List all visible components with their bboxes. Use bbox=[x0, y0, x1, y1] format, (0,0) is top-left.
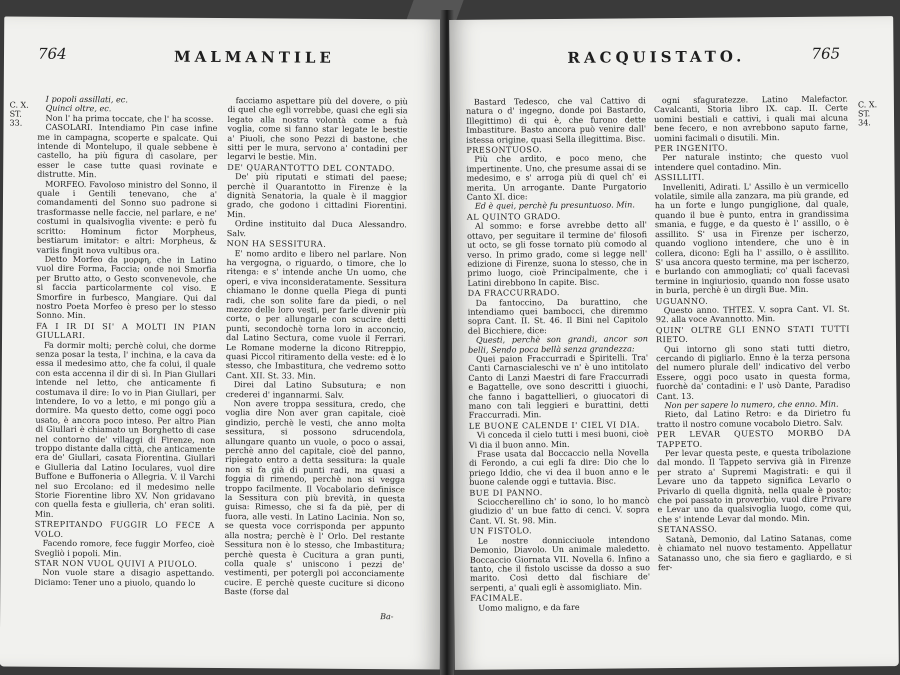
left-catchword: Ba- bbox=[380, 612, 394, 622]
entry-heading: PER LEVAR QUESTO MORBO DA TAPPETO. bbox=[656, 427, 851, 449]
text-paragraph: Per naturale instinto; che questo vuol intendere quel contadino. Min. bbox=[654, 150, 849, 173]
text-paragraph: Detto Morfeo da μορφη, che in Latino vuol dire Forma, Faccia; onde noi Smorfia per Brutto atto, o Gesto sconvenevole, che si faccia particolarmente col viso. E Smorfire in furbesco, Mangiare. Qui dal nostro Poeta Morfeo è preso per lo stesso Sonno. Min. bbox=[36, 253, 217, 321]
entry-heading: FACIMALE. bbox=[470, 592, 523, 603]
entry-heading: ASSILLITI. bbox=[654, 171, 705, 183]
text-paragraph: Non l' ha prima toccate, che l' ha scosse. bbox=[45, 112, 214, 124]
text-paragraph: Quinci oltre, ec. bbox=[45, 103, 112, 114]
text-paragraph: Invelleniti, Adirati. L' Assillo è un vermicello volatile, simile alla zanzara, ma più grande, ed ha un forte e lungo pungiglione, dal quale, quando il bue è punto, entra in grandissima smania, e fugge, e da questo è l' assillo, o è assillito. S' usa in Firenze per ischerzo, quando vogliono intendere, che uno è in collera, dicono: Egli ha l' assillo, o è assillito. S' usa ancora questo termine, ma per ischerzo, e burlando con ammogliati; co' quali facevasi termine in ingiuriosio, quando non fosse usato in burla, perchè è un dirgli Bue. Min. bbox=[654, 180, 850, 296]
entry-heading: QUIN' OLTRE GLI ENNO STATI TUTTI RIETO. bbox=[655, 323, 850, 345]
right-page bbox=[449, 16, 899, 670]
entry-heading: UGUANNO. bbox=[655, 295, 709, 306]
text-paragraph: Le nostre donnicciuole intendono Demonio, Diavolo. Un animale maledetto. Boccaccio Giornata VII. Novella 6. Infino a tanto, che il fistolo uscisse da dosso a suo marito. Così detto dal fischiare de' serpenti, a' quali egli è assomigliato. Min. bbox=[469, 533, 651, 593]
text-paragraph: facciamo aspettare più del dovere, o più di quel che egli vorrebbe, quasi che egli sia legato alla nostra volontà come a fuà voglia, come si fanno star legate le bestie a' Piuoli, che sono Pezzi di bastone, che sitti per le mura, servono a' contadini per legarvi le bestie. Min. bbox=[227, 95, 408, 163]
text-paragraph: Facendo romore, fece fuggir Morfeo, cioè Svegliò i popoli. Min. bbox=[34, 537, 215, 558]
text-paragraph: Non vuole stare a disagio aspettando. Diciamo: Tener uno a piuolo, quando lo bbox=[34, 567, 215, 588]
left-running-head: MALMANTILE bbox=[173, 47, 335, 67]
entry-heading: PRESONTUOSO. bbox=[466, 144, 543, 155]
text-paragraph: Ordine instituito dal Duca Alessandro. Salv. bbox=[226, 218, 407, 238]
entry-heading: STAR NON VUOL QUIVI A PIUOLO. bbox=[34, 557, 198, 569]
text-paragraph: Frase usata dal Boccaccio nella Novella di Ferondo, a cui egli fa dire: Dio che lo priego Iddio, che vi dea il buon anno e le buone calende oggi e tuttavia. Bisc. bbox=[468, 447, 650, 488]
text-paragraph: Bastard Tedesco, che val Cattivo di natura o d' ingegno, donde poi Bastardo, Illegittimo) di qui è, che furono dette Imbastiture. Basto ancora può venire dall' istessa origine, quasi Sella illegittima. Bisc. bbox=[465, 95, 647, 145]
text-paragraph: I popoli assillati, ec. bbox=[45, 93, 128, 105]
text-paragraph: De' più riputati e stimati del paese; perchè il Quarantotto in Firenze è la dignità Senatoria, la quale è il maggior grado, che godono i cittadini Fiorentini. Min. bbox=[226, 171, 408, 220]
entry-heading: DA FRACCURRADO. bbox=[467, 287, 561, 298]
right-running-head: RACQUISTATO. bbox=[567, 47, 746, 67]
text-paragraph: Fa dormir molti; perchè colui, che dorme senza posar la testa, l' inchina, e la cava da essa il medesimo atto, che fa colui, il quale con esta accenna il dir di sì. In Pian Giullari intende nel letto, che anticamente fi costumava il dire: Io vo in Pian Giullari, per intendere, Io vo a letto, e mi pongo giù a dormire. Ma questo detto, come oggi poco usato, è ancora poco inteso. Per altro Pian di Giullari è chiamato un Borghetto di case nel contorno de' villaggi di Firenze, non troppo distante dalla città, che anticamente era de' Giullari, casata Fiorentina. Giullari e Giulleria dal Latino Ioculares, vuol dire Buffone e Buffoneria o Allegria. V. il Varchi nel suo Ercolano: ed il medesimo nelle Storie Fiorentine libro XV. Non gridavano con quella festa e giulleria, ch' eran soliti. Min. bbox=[34, 339, 217, 519]
text-paragraph: Al sommo: e forse avrebbe detto all' ottavo, per seguitare il termine de' filosofi ut octo, se gli fosse tornato più comodo al verso. In primo grado, come si legge nell' edizione di Firenze, suona lo stesso, che in primo luogo, cioè Principalmente, che i Latini direbbono In capite. Bisc. bbox=[467, 219, 648, 288]
entry-heading: UN FISTOLO. bbox=[469, 525, 533, 537]
text-paragraph: Direi dal Latino Subsutura; e non crederei d' ingannarmi. Salv. bbox=[225, 379, 406, 400]
text-paragraph: E' nomo ardito e libero nel parlare. Non ha vergogna, o riguardo, o timore, che lo ritenga: e s' intende anche Un uomo, che operi, e viva inconsideratamente. Sessitura chiamano le donne quella Piega di punti radi, che son solite fare da piedi, o nel mezzo delle loro vesti, per farle divenir più corte, o per allungarle con scucire detti punti, secondochè torna loro in acconcio, dal Latino Sectura, come vuole il Ferrari. Le Romane moderne la dicono Ritreppio, quasi Piccol ritiramento della veste: ed è lo stesso, che Imbastitura, che vedremo sotto Cant. XII. St. 33. Min. bbox=[225, 247, 407, 381]
entry-heading: DE' QUARANTOTTO DEL CONTADO. bbox=[227, 161, 396, 174]
text-paragraph: CASOLARI. Intendiamo Pin case infine me in campagna, scoperte e spalcate. Qui intende di Montelupo, il quale sebbene è castello, ha più figura di casolare, per esser le case tutte quasi rovinate e distrutte. Min. bbox=[37, 121, 218, 180]
right-column-1 bbox=[466, 96, 650, 612]
text-paragraph: Non per sapere lo numero, che enno. Min. bbox=[664, 398, 839, 411]
text-paragraph: Uomo maligno, e da fare bbox=[478, 601, 580, 613]
page-clip bbox=[406, 0, 463, 20]
text-paragraph: Rieto, dal Latino Retro: e da Dirietro fu tratto il nostro comune vocabolo Dietro. Salv. bbox=[656, 407, 851, 429]
right-margin-reference: C. X. ST. 34. bbox=[857, 100, 878, 128]
text-paragraph: Per levar questa peste, e questa tribolazione dal mondo. Il Tappeto serviva già in Firenze per strato a' Supremi Magistrati: e qui il Levare uno da tappeto significa Levarlo o Privarlo di quella dignità, nella quale è posto; che poi passato in proverbio, vuol dire Privare e Levar uno da qualsivoglia luogo, come qui, che s' intende Levar dal mondo. Min. bbox=[656, 446, 852, 525]
left-page bbox=[0, 16, 444, 669]
text-paragraph: Da fantoccino, Da burattino, che intendiamo quei bambocci, che diremmo sopra Cant. II. St. 46. Il Bini nel Capitolo del Bicchiere, dice: bbox=[467, 295, 648, 336]
left-column-2 bbox=[224, 96, 407, 598]
entry-heading: PER INGENITO. bbox=[654, 142, 728, 154]
text-paragraph: Satanà, Demonio, dal Latino Satanas, come è chiamato nel nuovo testamento. Appellatur Satanasso uno, che sia fiero e gagliardo, e si fer- bbox=[657, 532, 852, 573]
text-paragraph: Scioccherellino ch' io sono, lo ho mancò giudizio d' un bue fatto di cenci. V. sopra Cant. VI. St. 98. Min. bbox=[469, 495, 650, 526]
right-page-number: 765 bbox=[811, 44, 841, 63]
entry-heading: LE BUONE CALENDE I' CIEL VI DIA. bbox=[468, 419, 640, 431]
text-paragraph: Ed è quei, perchè fu presuntuoso. Min. bbox=[474, 199, 635, 212]
text-paragraph: Quei paion Fraccurradi e Spiritelli. Tra' Canti Carnascialeschi ve n' è uno intitolato Canto di Lanzi Maestri di fare Fraccurradi e Bagattelle, ove sono descritti i giuochi, che fanno i bagattellieri, o giuocatori di mano con tali leggieri e burattini, detti Fraccurradi. Min. bbox=[468, 352, 649, 421]
text-paragraph: Non avere troppa sessitura, credo, che voglia dire Non aver gran capitale, cioè gindizio, perchè le vesti, che anno molta sessitura, si possono sdrucendola, allungare quanto un vuole, o poco o assai, perchè anno del capitale, cioè del panno, ripiegato entro a detta sessitura: la quale non si fa già di punti radi, ma quasi a foggia di rimendo, perchè non si vegga troppo facilmente. Il Vocabolario definisce la Sessitura con più brevità, in questa guisa: Rimesso, che si fa da piè, per di fuora, alle vesti. In Latino Lacinia. Non so, se questa voce corrisponda per appunto alla nostra; perchè è l' Orlo. Del restante Sessitura non è lo stesso, che Imbastitura; perchè questa è Cucitura a gran punti, colla quale s' uniscono i pezzi de' vestimenti, per potergli poi acconciamente cucire. E perchè queste cuciture si dicono Baste (forse dal bbox=[224, 398, 406, 597]
entry-heading: AL QUINTO GRADO. bbox=[466, 210, 561, 222]
text-paragraph: Questo anno. ΤΗΤΕΣ. V. sopra Cant. VI. St. 92. alla voce Avannotto. Min. bbox=[655, 303, 850, 325]
left-margin-reference: C. X. ST. 33. bbox=[9, 100, 29, 128]
left-page-number: 764 bbox=[37, 44, 67, 63]
right-column-2 bbox=[654, 94, 852, 572]
text-paragraph: Più che ardito, e poco meno, che impertinente. Uno, che presume assai di se medesimo, e s' arroga più di quel ch' ei merita. Un arrogante. Dante Purgatorio Canto XI. dice: bbox=[466, 152, 647, 202]
text-paragraph: Vi conceda il cielo tutti i mesi buoni, cioè Vi dia il buon anno. Min. bbox=[468, 428, 649, 450]
text-paragraph: ogni sfaguratezze. Latino Malefactor. Cavalcanti, Storia libro IX. cap. II. Certe uomini bestiali e cattivi, i quali mai alcuna bene fecero, e non avrebbono saputo farne, uomini facimali o disutili. Min. bbox=[653, 93, 849, 143]
entry-heading: NON HA SESSITURA. bbox=[226, 238, 327, 249]
entry-heading: SETANASSO. bbox=[657, 523, 718, 535]
text-paragraph: Questi, perchè son grandi, ancor son belli, Sendo poca bellà senza grandezza: bbox=[468, 333, 649, 355]
text-paragraph: Qui intorno gli sono stati tutti dietro, cercando di pigliarlo. Enno è la terza persona del numero plurale dell' indicativo del verbo Essere, oggi poco usato in questa forma, fuorchè da' contadini: e l' usò Dante, Paradiso Cant. 13. bbox=[656, 342, 851, 401]
text-paragraph: MORFEO. Favoloso ministro del Sonno, il quale i Gentili tenevano, che a' comandamenti del Sonno suo padrone si trasformasse nelle faccie, nel parlare, e ne' costumi in qualsivoglia vivente: e però fu scritto: Hominum fictor Morpheus, bestiarum imitator: e altri: Morpheus, & variis fingit nova vultibus ora. bbox=[36, 178, 218, 256]
left-column-1 bbox=[34, 95, 217, 588]
entry-heading: BUE DI PANNO. bbox=[469, 486, 543, 498]
entry-heading: FA I IR DI SI' A MOLTI IN PIAN GIULLARI. bbox=[36, 320, 217, 341]
entry-heading: STREPITANDO FUGGIR LO FECE A VOLO. bbox=[34, 518, 215, 539]
